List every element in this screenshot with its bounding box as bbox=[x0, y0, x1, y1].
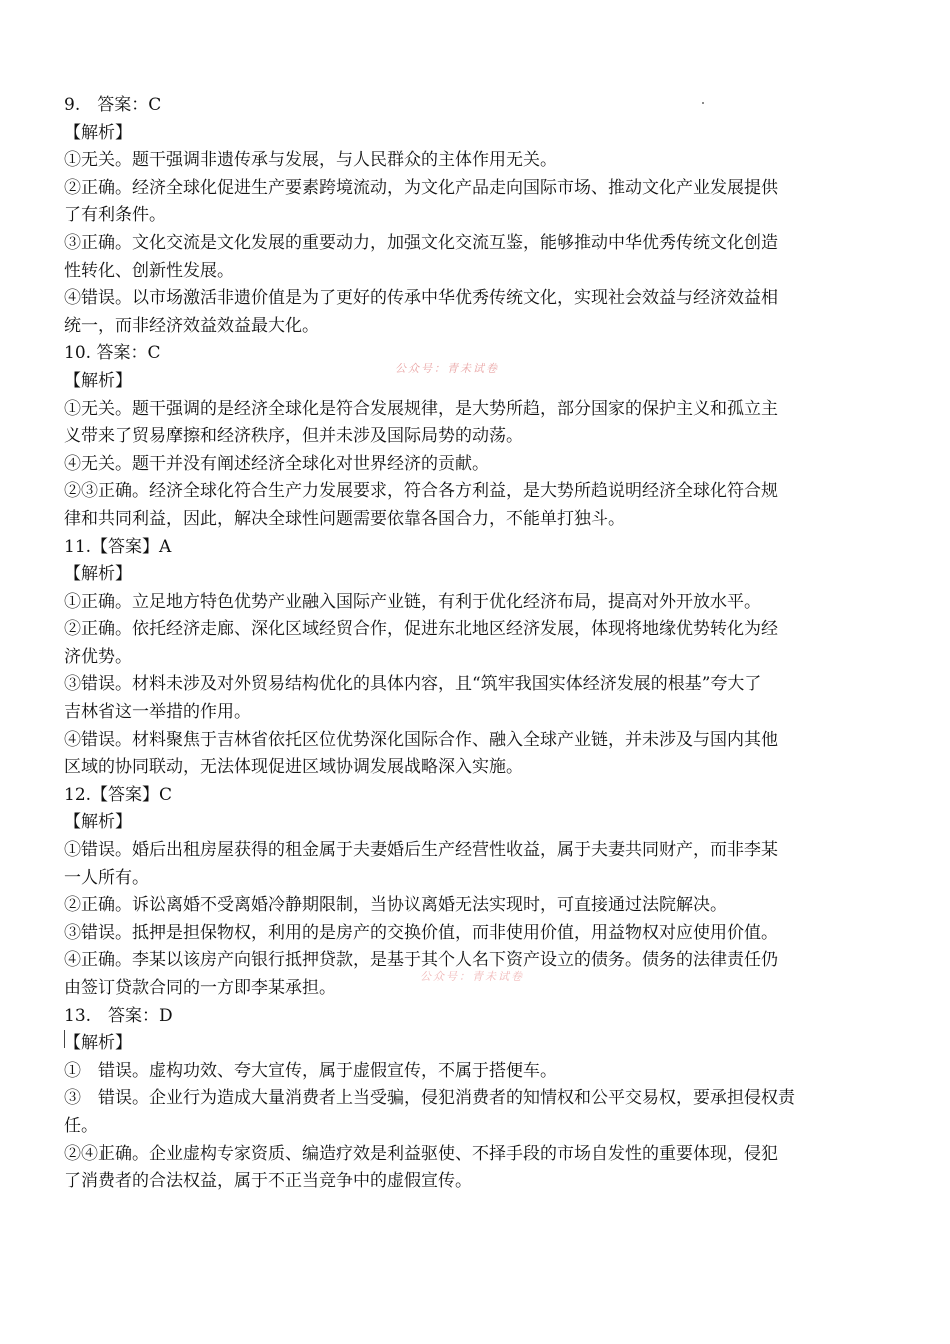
text-line: 11.【答案】A bbox=[64, 536, 172, 557]
text-line: 【解析】 bbox=[64, 370, 132, 391]
text-line: ③正确。文化交流是文化发展的重要动力，加强文化交流互鉴，能够推动中华优秀传统文化创造 bbox=[64, 232, 778, 253]
text-line: 12.【答案】C bbox=[64, 784, 173, 805]
text-line: 了有利条件。 bbox=[64, 205, 166, 226]
text-line: ③ 错误。企业行为造成大量消费者上当受骗，侵犯消费者的知情权和公平交易权，要承担侵权责 bbox=[64, 1088, 795, 1109]
text-line: ①正确。立足地方特色优势产业融入国际产业链，有利于优化经济布局，提高对外开放水平。 bbox=[64, 591, 761, 612]
text-line: ③错误。抵押是担保物权，利用的是房产的交换价值，而非使用价值，用益物权对应使用价值。 bbox=[64, 922, 778, 943]
text-line: ④正确。李某以该房产向银行抵押贷款，是基于其个人名下资产设立的债务。债务的法律责任仍 bbox=[64, 950, 778, 971]
text-line: ④错误。材料聚焦于吉林省依托区位优势深化国际合作、融入全球产业链，并未涉及与国内其他 bbox=[64, 729, 778, 750]
text-line: ②正确。诉讼离婚不受离婚冷静期限制，当协议离婚无法实现时，可直接通过法院解决。 bbox=[64, 895, 727, 916]
text-line: ②正确。经济全球化促进生产要素跨境流动，为文化产品走向国际市场、推动文化产业发展提供 bbox=[64, 177, 778, 198]
watermark: 公众号：青未试卷 bbox=[395, 362, 499, 375]
answer-explanations bbox=[64, 92, 876, 1196]
text-line: ③错误。材料未涉及对外贸易结构优化的具体内容，且“筑牢我国实体经济发展的根基”夸大了 bbox=[64, 674, 762, 695]
text-line: ④错误。以市场激活非遗价值是为了更好的传承中华优秀传统文化，实现社会效益与经济效益相 bbox=[64, 288, 778, 309]
text-line: 【解析】 bbox=[64, 1033, 132, 1054]
text-line: 统一，而非经济效益效益最大化。 bbox=[64, 315, 319, 336]
text-line: ①无关。题干强调的是经济全球化是符合发展规律，是大势所趋，部分国家的保护主义和孤立主 bbox=[64, 398, 778, 419]
text-line: 9. 答案：C bbox=[64, 95, 162, 115]
text-line: ④无关。题干并没有阐述经济全球化对世界经济的贡献。 bbox=[64, 453, 489, 474]
text-line: 由签订贷款合同的一方即李某承担。 bbox=[64, 978, 336, 998]
text-line: ①错误。婚后出租房屋获得的租金属于夫妻婚后生产经营性收益，属于夫妻共同财产，而非李某 bbox=[64, 840, 778, 861]
text-line: 【解析】 bbox=[64, 564, 132, 585]
watermark: 公众号：青未试卷 bbox=[420, 970, 524, 983]
text-line: 一人所有。 bbox=[64, 867, 149, 888]
text-line: 13. 答案：D bbox=[64, 1005, 173, 1026]
text-line: ②④正确。企业虚构专家资质、编造疗效是利益驱使、不择手段的市场自发性的重要体现，侵犯 bbox=[64, 1143, 778, 1164]
text-line: ②正确。依托经济走廊、深化区域经贸合作，促进东北地区经济发展，体现将地缘优势转化为经 bbox=[64, 619, 778, 640]
text-line: 性转化、创新性发展。 bbox=[64, 260, 234, 281]
text-line: 济优势。 bbox=[64, 646, 132, 667]
text-line: ②③正确。经济全球化符合生产力发展要求，符合各方利益，是大势所趋说明经济全球化符合规 bbox=[64, 481, 778, 502]
text-line: 区域的协同联动，无法体现促进区域协调发展战略深入实施。 bbox=[64, 757, 523, 778]
text-line: 【解析】 bbox=[64, 122, 132, 143]
text-line: 【解析】 bbox=[64, 812, 132, 833]
text-line: 律和共同利益，因此，解决全球性问题需要依靠各国合力，不能单打独斗。 bbox=[64, 508, 625, 529]
text-line: 10. 答案：C bbox=[64, 343, 161, 364]
text-line: 任。 bbox=[64, 1115, 98, 1136]
text-line: 吉林省这一举措的作用。 bbox=[64, 702, 251, 723]
text-line: 义带来了贸易摩擦和经济秩序，但并未涉及国际局势的动荡。 bbox=[64, 426, 523, 447]
text-line: ① 错误。虚构功效、夸大宣传，属于虚假宣传，不属于搭便车。 bbox=[64, 1060, 557, 1081]
text-line: 了消费者的合法权益，属于不正当竞争中的虚假宣传。 bbox=[64, 1171, 472, 1192]
text-line: ①无关。题干强调非遗传承与发展，与人民群众的主体作用无关。 bbox=[64, 150, 557, 171]
